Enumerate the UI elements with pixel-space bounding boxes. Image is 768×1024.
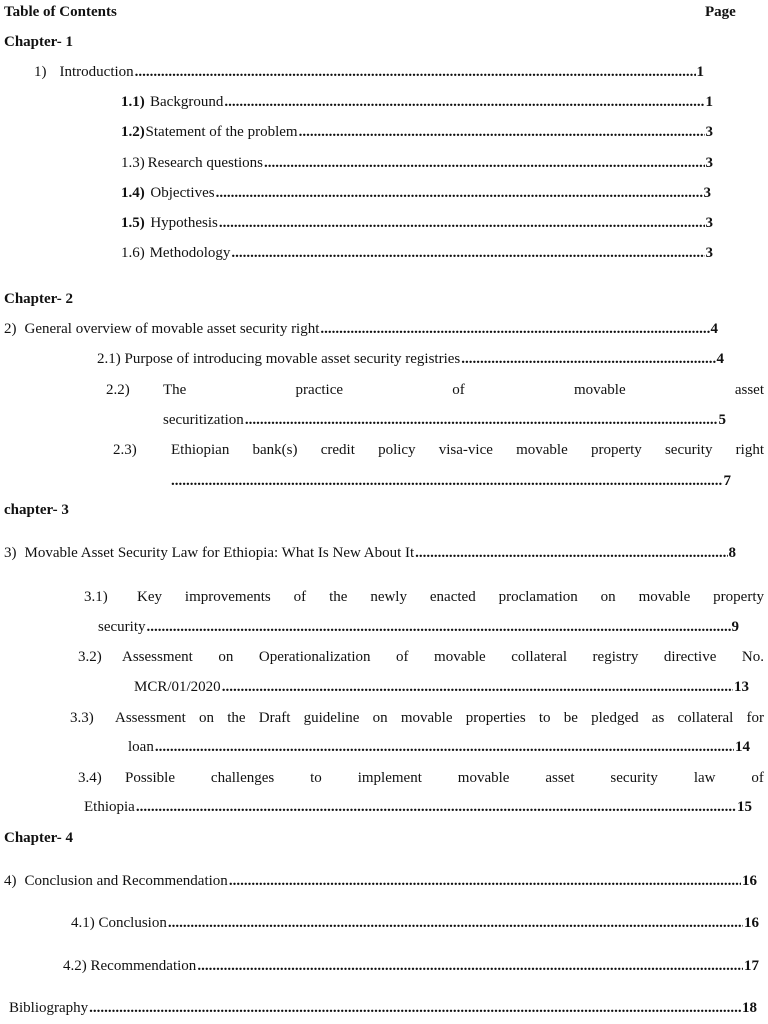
toc-entry-3-2-line2[interactable]	[134, 678, 749, 696]
dot-leader	[197, 957, 743, 975]
entry-word: practice	[295, 382, 344, 398]
entry-word: implement	[357, 770, 422, 786]
dot-leader	[136, 798, 736, 816]
entry-number: 3.2)	[78, 649, 102, 665]
entry-title: Assessment on the Draft guideline on movable properties to be pledged as collateral for	[115, 710, 764, 726]
toc-entry-3-4-line2[interactable]	[84, 798, 752, 816]
entry-number: 3.4)	[78, 770, 102, 786]
entry-page: 17	[744, 958, 759, 974]
dot-leader	[264, 154, 705, 172]
entry-number: 1.4)	[121, 185, 145, 201]
entry-number: 2)	[4, 321, 17, 337]
entry-title: Introduction	[59, 64, 134, 80]
dot-leader	[146, 618, 730, 636]
entry-page: 16	[742, 873, 757, 889]
chapter-4-heading: Chapter- 4	[4, 830, 74, 846]
entry-title: Conclusion and Recommendation	[24, 873, 228, 889]
entry-word: Possible	[125, 770, 176, 786]
dot-leader	[89, 999, 741, 1017]
entry-title-cont: loan	[128, 739, 154, 755]
toc-title: Table of Contents	[4, 4, 117, 20]
entry-word: security	[610, 770, 658, 786]
toc-entry-3-1-line2[interactable]	[98, 618, 739, 636]
entry-title: 4.2) Recommendation	[63, 958, 197, 974]
toc-entry-3-3-line2[interactable]	[128, 738, 750, 756]
toc-entry-bibliography[interactable]	[9, 999, 757, 1017]
toc-entry-3-3-line1[interactable]	[70, 709, 764, 727]
entry-number: 3.1)	[84, 589, 108, 605]
entry-title: Ethiopian bank(s) credit policy visa-vice movable property security right	[171, 442, 764, 458]
dot-leader	[231, 244, 704, 262]
entry-page: 3	[705, 215, 713, 231]
entry-word: to	[310, 770, 322, 786]
entry-title: Methodology	[149, 245, 231, 261]
entry-title: 2.1) Purpose of introducing movable asset security registries	[97, 351, 461, 367]
toc-entry-3-1-line1[interactable]	[84, 588, 764, 606]
dot-leader	[219, 214, 705, 232]
chapter-1-heading: Chapter- 1	[4, 34, 74, 50]
page-column-label: Page	[705, 4, 736, 20]
entry-word: asset	[734, 382, 764, 398]
toc-entry-introduction[interactable]	[34, 63, 704, 81]
toc-entry-1-2[interactable]	[121, 123, 713, 141]
dot-leader	[216, 184, 703, 202]
dot-leader	[155, 738, 734, 756]
entry-page: 13	[734, 679, 749, 695]
entry-page: 3	[703, 185, 711, 201]
dot-leader	[245, 411, 718, 429]
entry-number: 1)	[34, 64, 47, 80]
toc-entry-4-1[interactable]	[71, 914, 759, 932]
entry-title-cont: Ethiopia	[84, 799, 135, 815]
entry-page: 7	[723, 473, 731, 489]
entry-number: 3)	[4, 545, 17, 561]
entry-page: 1	[696, 64, 704, 80]
entry-page: 5	[718, 412, 726, 428]
entry-page: 9	[731, 619, 739, 635]
chapter-2-heading: Chapter- 2	[4, 291, 74, 307]
entry-page: 18	[742, 1000, 757, 1016]
entry-word: law	[693, 770, 716, 786]
entry-page: 3	[705, 245, 713, 261]
toc-entry-1-1[interactable]	[121, 93, 713, 111]
entry-number: 4)	[4, 873, 17, 889]
entry-word: movable	[573, 382, 626, 398]
toc-entry-3-2-line1[interactable]	[78, 648, 764, 666]
entry-number: 2.2)	[106, 382, 130, 398]
dot-leader	[171, 472, 723, 490]
toc-entry-3-4-line1[interactable]	[78, 769, 764, 787]
entry-word: challenges	[210, 770, 275, 786]
dot-leader	[168, 914, 743, 932]
dot-leader	[320, 320, 709, 338]
dot-leader	[415, 544, 727, 562]
entry-title: 4.1) Conclusion	[71, 915, 167, 931]
chapter-3-heading: chapter- 3	[4, 502, 69, 518]
entry-page: 4	[710, 321, 718, 337]
toc-entry-1-3[interactable]	[121, 154, 713, 172]
entry-page: 14	[735, 739, 750, 755]
entry-word: movable	[457, 770, 510, 786]
entry-page: 1	[705, 94, 713, 110]
entry-title: Hypothesis	[150, 215, 218, 231]
toc-entry-4-2[interactable]	[63, 957, 759, 975]
dot-leader	[222, 678, 733, 696]
toc-entry-1-6[interactable]	[121, 244, 713, 262]
entry-page: 3	[705, 155, 713, 171]
toc-entry-2-3-line2[interactable]	[171, 472, 731, 490]
dot-leader	[299, 123, 705, 141]
entry-page: 8	[728, 545, 736, 561]
toc-entry-1-4[interactable]	[121, 184, 711, 202]
toc-entry-2-2-line1[interactable]	[106, 381, 764, 399]
entry-title: Movable Asset Security Law for Ethiopia: What Is New About It	[24, 545, 415, 561]
entry-title: Objectives	[150, 185, 215, 201]
entry-page: 15	[737, 799, 752, 815]
entry-number: 3.3)	[70, 710, 94, 726]
entry-number: 1.5)	[121, 215, 145, 231]
entry-title-cont: securitization	[163, 412, 244, 428]
toc-entry-2-2-line2[interactable]	[163, 411, 726, 429]
toc-entry-2-3-line1[interactable]	[113, 441, 764, 459]
entry-title-cont: MCR/01/2020	[134, 679, 221, 695]
entry-number: 1.3)	[121, 155, 145, 171]
entry-number: 2.3)	[113, 442, 137, 458]
toc-entry-3[interactable]	[4, 544, 736, 562]
entry-page: 3	[705, 124, 713, 140]
entry-title: Assessment on Operationalization of movable collateral registry directive No.	[122, 649, 764, 665]
entry-number: 1.2)	[121, 124, 145, 140]
entry-title: Statement of the problem	[145, 124, 298, 140]
entry-title: Bibliography	[9, 1000, 89, 1016]
entry-title: Background	[150, 94, 224, 110]
entry-word: asset	[545, 770, 575, 786]
entry-page: 16	[744, 915, 759, 931]
toc-entry-2-1[interactable]	[97, 350, 724, 368]
dot-leader	[229, 872, 741, 890]
toc-entry-1-5[interactable]	[121, 214, 713, 232]
dot-leader	[224, 93, 704, 111]
entry-title: Research questions	[147, 155, 263, 171]
entry-number: 1.6)	[121, 245, 145, 261]
toc-entry-4[interactable]	[4, 872, 757, 890]
entry-word: of	[751, 770, 764, 786]
entry-page: 4	[716, 351, 724, 367]
toc-entry-2[interactable]	[4, 320, 718, 338]
dot-leader	[135, 63, 696, 81]
dot-leader	[461, 350, 715, 368]
entry-title: General overview of movable asset security right	[24, 321, 320, 337]
entry-word: of	[452, 382, 465, 398]
entry-title: Key improvements of the newly enacted proclamation on movable property	[137, 589, 764, 605]
entry-word: The	[163, 382, 187, 398]
entry-title-cont: security	[98, 619, 146, 635]
entry-number: 1.1)	[121, 94, 145, 110]
